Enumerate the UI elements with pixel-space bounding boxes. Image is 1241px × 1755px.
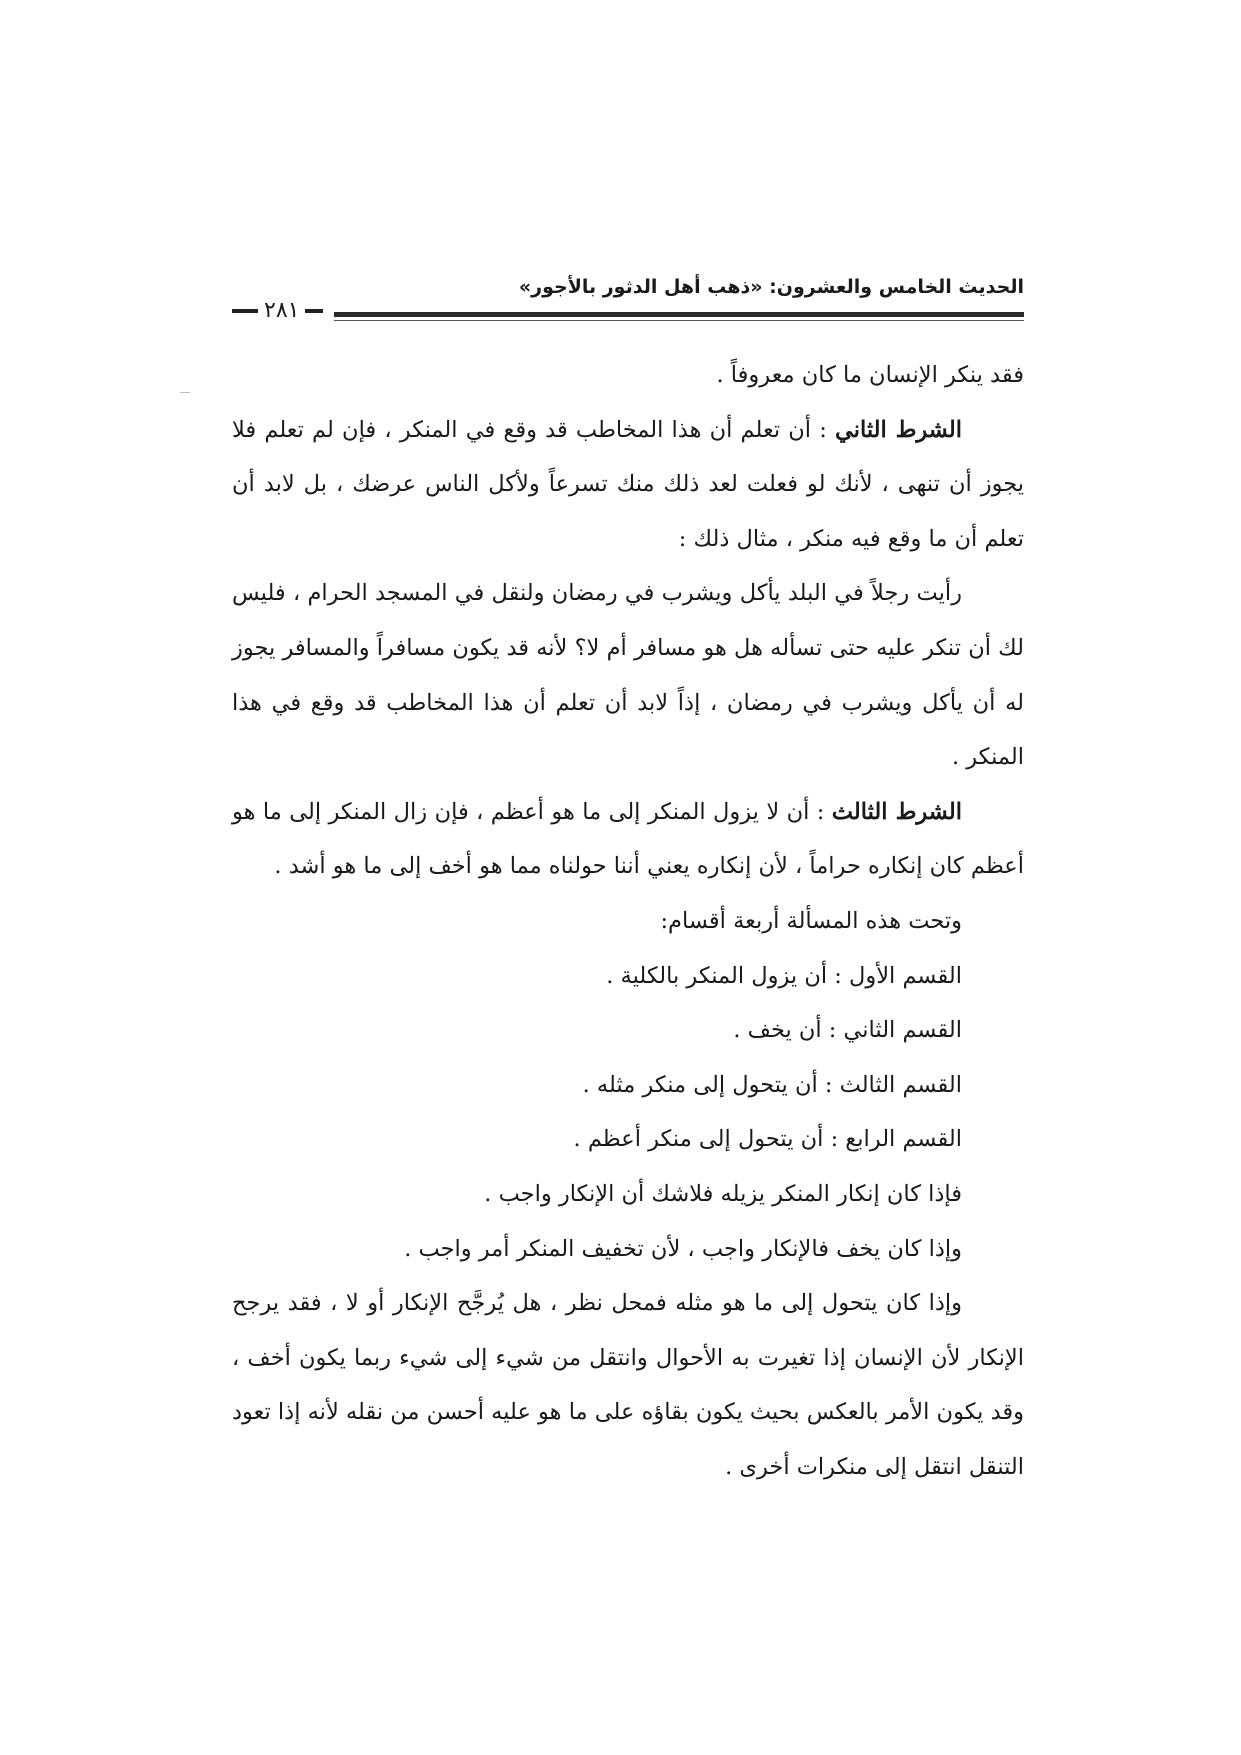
running-header bbox=[232, 272, 1024, 332]
division-one: القسم الأول : أن يزول المنكر بالكلية . bbox=[606, 962, 962, 989]
ruling-three: وإذا كان يتحول إلى ما هو مثله فمحل نظر ، هل يُرجَّح الإنكار أو لا ، فقد يرجح الإنكار لأن الإنسان إذا تغيرت به الأحوال وانتقل من شيء إلى شيء ربما يكون أخف ، وقد يكون الأمر بالعكس بحيث يكون بقاؤه على ما هو عليه أحسن من نقله لأنه إذا تعود التنقل انتقل إلى منكرات أخرى . bbox=[232, 1290, 1024, 1480]
ruling-one: فإذا كان إنكار المنكر يزيله فلاشك أن الإنكار واجب . bbox=[484, 1180, 962, 1207]
paragraph-example: رأيت رجلاً في البلد يأكل ويشرب في رمضان ولنقل في المسجد الحرام ، فليس لك أن تنكر عليه حتى تسأله هل هو مسافر أم لا؟ لأنه قد يكون مسافراً والمسافر يجوز له أن يأكل ويشرب في رمضان ، إذاً لابد أن تعلم أن هذا المخاطب قد وقع في هذا المنكر . bbox=[232, 580, 1024, 771]
condition-three-text: : أن لا يزول المنكر إلى ما هو أعظم ، فإن زال المنكر إلى ما هو أعظم كان إنكاره حراماً ، لأن إنكاره يعني أننا حولناه مما هو أخف إلى ما هو أشد . bbox=[232, 798, 1024, 880]
header-title: الحديث الخامس والعشرون: «ذهب أهل الدثور بالأجور» bbox=[518, 276, 1024, 298]
paragraph-four-divisions: وتحت هذه المسألة أربعة أقسام: bbox=[660, 907, 962, 934]
condition-two-text: : أن تعلم أن هذا المخاطب قد وقع في المنكر ، فإن لم تعلم فلا يجوز أن تنهى ، لأنك لو فعلت لعد ذلك منك تسرعاً ولأكل الناس عرضك ، بل لابد أن تعلم أن ما وقع فيه منكر ، مثال ذلك : bbox=[232, 416, 1024, 552]
condition-three-term: الشرط الثالث bbox=[831, 798, 962, 825]
page-number-text: ٢٨١ bbox=[264, 298, 300, 323]
ruling-two: وإذا كان يخف فالإنكار واجب ، لأن تخفيف المنكر أمر واجب . bbox=[404, 1235, 962, 1262]
header-rule-thin bbox=[334, 320, 1024, 321]
division-three: القسم الثالث : أن يتحول إلى منكر مثله . bbox=[582, 1071, 962, 1098]
condition-two-term: الشرط الثاني bbox=[834, 416, 962, 443]
division-four: القسم الرابع : أن يتحول إلى منكر أعظم . bbox=[573, 1126, 962, 1153]
page-number-dash-left bbox=[232, 309, 258, 313]
body-text bbox=[232, 348, 1024, 1494]
paragraph-condition-three bbox=[232, 785, 1024, 894]
paragraph-1: فقد ينكر الإنسان ما كان معروفاً . bbox=[716, 362, 1024, 388]
page-number-dash-right bbox=[305, 309, 323, 313]
header-rule bbox=[334, 312, 1024, 317]
paragraph-condition-two bbox=[232, 403, 1024, 567]
division-two: القسم الثاني : أن يخف . bbox=[733, 1017, 962, 1044]
page-number bbox=[232, 298, 330, 323]
margin-mark bbox=[180, 392, 190, 393]
